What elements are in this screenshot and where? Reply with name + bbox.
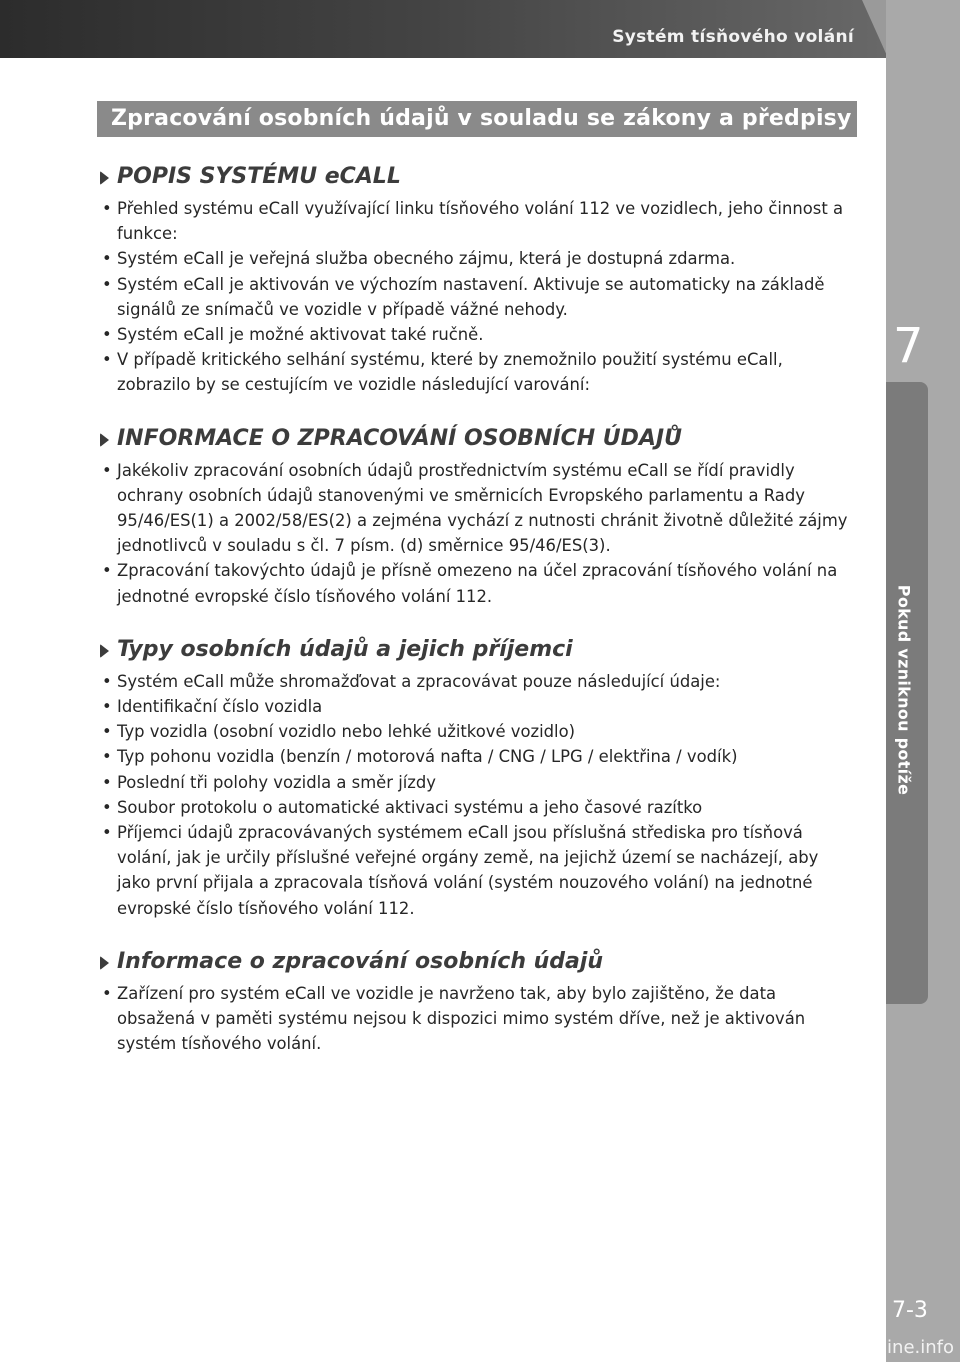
list-item: • Systém eCall je aktivován ve výchozím nastavení. Aktivuje se automaticky na základě signálů ze snímačů ve vozidle v případě vážné nehody. — [97, 272, 857, 322]
section-heading: Typy osobních údajů a jejich příjemci — [97, 633, 857, 667]
heading-marker-icon — [100, 956, 109, 970]
section-data-processing — [97, 422, 857, 609]
chapter-number: 7 — [893, 318, 924, 374]
list-item: • Zpracování takovýchto údajů je přísně omezeno na účel zpracování tísňového volání na jednotné evropské číslo tísňového volání 112. — [97, 558, 857, 608]
section-heading: INFORMACE O ZPRACOVÁNÍ OSOBNÍCH ÚDAJŮ — [97, 422, 857, 456]
list-item: • Zařízení pro systém eCall ve vozidle je navrženo tak, aby bylo zajištěno, že data obsažená v paměti systému nejsou k dispozici mimo systém dříve, než je aktivován systém tísňového volání. — [97, 981, 857, 1057]
section-heading: POPIS SYSTÉMU eCALL — [97, 160, 857, 194]
list-item: • Systém eCall je veřejná služba obecného zájmu, která je dostupná zdarma. — [97, 246, 857, 271]
watermark: carmanualsonline.info — [754, 1337, 954, 1358]
list-item: • V případě kritického selhání systému, které by znemožnilo použití systému eCall, zobrazilo by se cestujícím ve vozidle následující varování: — [97, 347, 857, 397]
list-item: • Poslední tři polohy vozidla a směr jízdy — [97, 770, 857, 795]
header-title: Systém tísňového volání — [612, 27, 854, 47]
heading-marker-icon — [100, 644, 109, 658]
section-ecall-description — [97, 160, 857, 398]
heading-marker-icon — [100, 433, 109, 447]
list-item: • Identifikační číslo vozidla — [97, 694, 857, 719]
bullet-list — [97, 196, 857, 398]
header-notch — [862, 0, 888, 58]
page-number: 7-3 — [892, 1298, 928, 1323]
list-item: • Typ vozidla (osobní vozidlo nebo lehké užitkové vozidlo) — [97, 719, 857, 744]
list-item: • Jakékoliv zpracování osobních údajů prostřednictvím systému eCall se řídí pravidly ochrany osobních údajů stanovenými ve směrnicích Evropského parlamentu a Rady 95/46/ES(1) a 2002/58/ES(2) a zejména vychází z nutnosti chránit životně důležité zájmy jednotlivců v souladu s čl. 7 písm. (d) směrnice 95/46/ES(3). — [97, 458, 857, 559]
heading-marker-icon — [100, 171, 109, 185]
list-item: • Přehled systému eCall využívající linku tísňového volání 112 ve vozidlech, jeho činnost a funkce: — [97, 196, 857, 246]
bullet-list — [97, 981, 857, 1057]
bullet-list — [97, 458, 857, 609]
list-item: • Systém eCall je možné aktivovat také ručně. — [97, 322, 857, 347]
section-processing-info — [97, 945, 857, 1057]
content — [97, 160, 857, 1080]
chapter-title: Pokud vzniknou potíže — [894, 584, 914, 796]
list-item: • Systém eCall může shromažďovat a zpracovávat pouze následující údaje: — [97, 669, 857, 694]
list-item: • Typ pohonu vozidla (benzín / motorová nafta / CNG / LPG / elektřina / vodík) — [97, 744, 857, 769]
section-title: Zpracování osobních údajů v souladu se zákony a předpisy — [111, 106, 852, 131]
list-item: • Příjemci údajů zpracovávaných systémem eCall jsou příslušná střediska pro tísňová volání, jak je určily příslušné veřejné orgány země, na jejichž území se nacházejí, aby jako první přijala a zpracovala tísňová volání (systém nouzového volání) na jednotné evropské číslo tísňového volání 112. — [97, 820, 857, 921]
bullet-list — [97, 669, 857, 921]
section-title-bar — [97, 101, 857, 137]
section-data-types — [97, 633, 857, 921]
section-heading: Informace o zpracování osobních údajů — [97, 945, 857, 979]
list-item: • Soubor protokolu o automatické aktivaci systému a jeho časové razítko — [97, 795, 857, 820]
